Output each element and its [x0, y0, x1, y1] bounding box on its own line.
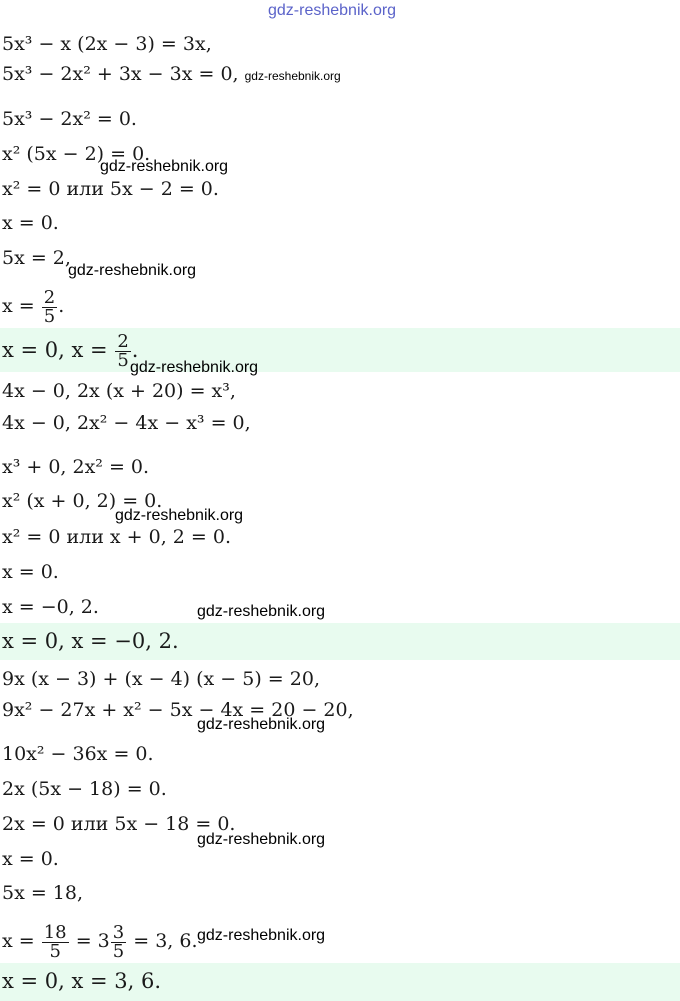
watermark: gdz-reshebnik.org — [197, 831, 326, 848]
watermark-top[interactable]: gdz-reshebnik.org — [268, 2, 397, 19]
eq1-line-4: x² (5x − 2) = 0. — [2, 143, 151, 165]
eq3-line-2: 9x² − 27x + x² − 5x − 4x = 20 − 20, — [2, 699, 354, 721]
eq1-line-5: x² = 0 или 5x − 2 = 0. — [2, 178, 219, 200]
eq2-line-5: x² = 0 или x + 0, 2 = 0. — [2, 526, 231, 548]
eq3-line-1: 9x (x − 3) + (x − 4) (x − 5) = 20, — [2, 668, 320, 690]
eq1-answer: x = 0, x = $\frac{2}{5}$ . — [2, 331, 139, 371]
eq3-line-3: 10x² − 36x = 0. — [2, 743, 154, 765]
watermark-inline: gdz-reshebnik.org — [244, 69, 341, 83]
eq2-line-1: 4x − 0, 2x (x + 20) = x³, — [2, 380, 236, 402]
eq1-line-2: 5x³ − 2x² + 3x − 3x = 0, gdz-reshebnik.org — [2, 63, 341, 85]
fraction: $\frac{2}{5}$ — [117, 331, 129, 371]
watermark: gdz-reshebnik.org — [100, 158, 229, 175]
eq1-line-7: 5x = 2, — [2, 247, 71, 269]
fraction: $\frac{3}{5}$ — [112, 921, 125, 962]
eq1-line-1: 5x³ − x (2x − 3) = 3x, — [2, 33, 212, 55]
watermark: gdz-reshebnik.org — [197, 716, 326, 733]
fraction: $\frac{18}{5}$ — [43, 921, 67, 962]
eq2-line-2: 4x − 0, 2x² − 4x − x³ = 0, — [2, 412, 251, 434]
eq2-line-7: x = −0, 2. — [2, 596, 99, 618]
fraction: $\frac{2}{5}$ — [43, 286, 56, 327]
eq1-line-8: x = $\frac{2}{5}$ . — [2, 286, 65, 327]
watermark: gdz-reshebnik.org — [130, 359, 259, 376]
eq3-line-4: 2x (5x − 18) = 0. — [2, 778, 167, 800]
watermark: gdz-reshebnik.org — [197, 603, 326, 620]
eq3-line-8: x = $\frac{18}{5}$ = 3 $\frac{3}{5}$ = 3, 6. — [2, 921, 198, 962]
watermark: gdz-reshebnik.org — [115, 507, 244, 524]
eq2-line-4: x² (x + 0, 2) = 0. — [2, 490, 163, 512]
eq3-line-7: 5x = 18, — [2, 882, 84, 904]
eq1-line-6: x = 0. — [2, 212, 59, 234]
eq2-answer: x = 0, x = −0, 2. — [2, 629, 179, 653]
eq3-line-6: x = 0. — [2, 848, 59, 870]
eq2-line-6: x = 0. — [2, 561, 59, 583]
eq3-line-5: 2x = 0 или 5x − 18 = 0. — [2, 813, 236, 835]
eq2-line-3: x³ + 0, 2x² = 0. — [2, 456, 150, 478]
watermark: gdz-reshebnik.org — [197, 927, 326, 944]
eq1-line-3: 5x³ − 2x² = 0. — [2, 108, 137, 130]
eq3-answer: x = 0, x = 3, 6. — [2, 969, 162, 993]
watermark: gdz-reshebnik.org — [68, 262, 197, 279]
